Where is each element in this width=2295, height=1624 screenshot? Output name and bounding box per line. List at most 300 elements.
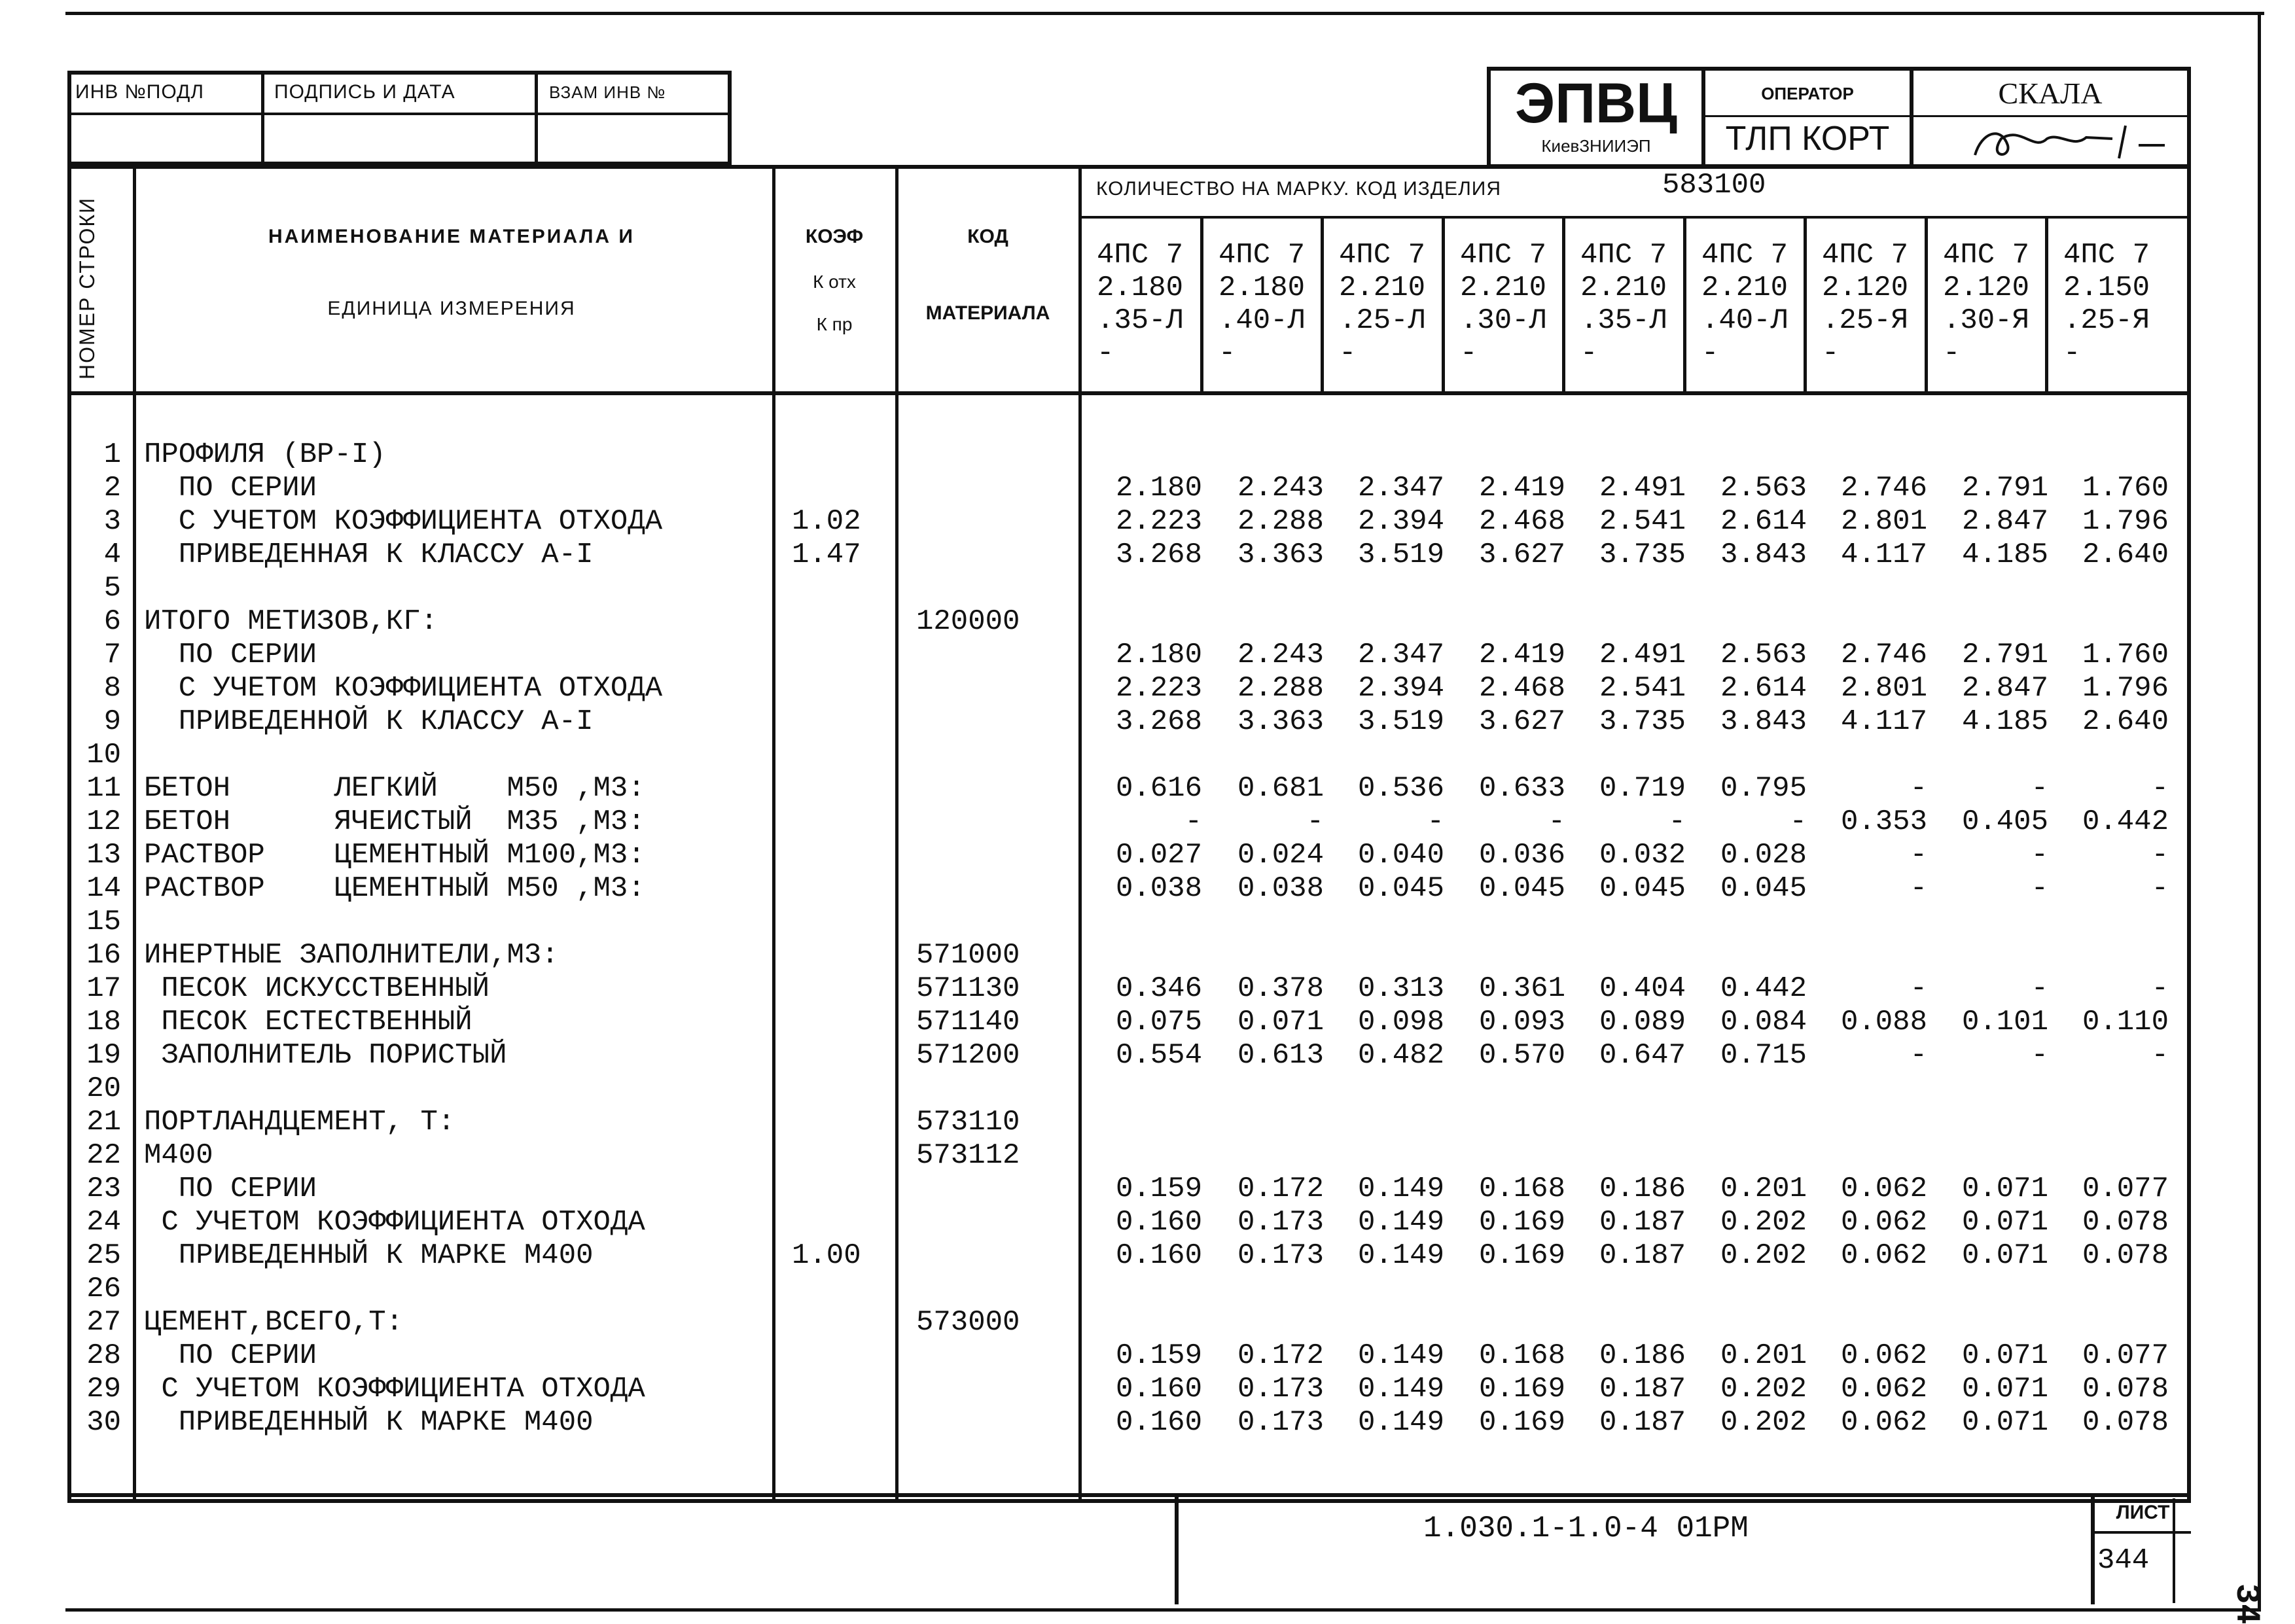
row-value: 0.201 bbox=[1720, 1339, 1807, 1372]
row-name: С УЧЕТОМ КОЭФФИЦИЕНТА ОТХОДА bbox=[144, 1206, 645, 1239]
product-column-header-line: - bbox=[1219, 337, 1236, 370]
row-value: 0.149 bbox=[1357, 1373, 1444, 1405]
product-column-header bbox=[1219, 239, 1305, 389]
qty-header-line bbox=[1078, 216, 2191, 219]
row-number: 12 bbox=[86, 805, 121, 838]
row-value: 0.071 bbox=[1961, 1406, 2048, 1439]
row-value: 0.078 bbox=[2082, 1206, 2169, 1239]
row-name: ИТОГО МЕТИЗОВ,КГ: bbox=[144, 605, 438, 638]
row-value: 3.735 bbox=[1599, 538, 1686, 571]
row-number: 24 bbox=[86, 1206, 121, 1239]
row-number: 2 bbox=[103, 472, 121, 504]
product-column-header-line: .25-Л bbox=[1339, 304, 1426, 337]
row-value: 0.062 bbox=[1840, 1173, 1927, 1205]
code-header-line1: КОД bbox=[967, 226, 1008, 247]
row-name: ПРИВЕДЕННАЯ К КЛАССУ А-I bbox=[144, 538, 594, 571]
row-value: 2.288 bbox=[1237, 672, 1324, 705]
product-column-header-line: .35-Л bbox=[1097, 304, 1184, 337]
row-value: 0.159 bbox=[1115, 1339, 1202, 1372]
row-name: ПО СЕРИИ bbox=[144, 472, 317, 504]
row-value: 2.563 bbox=[1720, 472, 1807, 504]
row-value: 2.746 bbox=[1840, 639, 1927, 671]
product-column-header-line: 2.120 bbox=[1822, 272, 1909, 304]
bottom-frame-line bbox=[65, 1608, 2261, 1612]
product-column-header-line: .40-Л bbox=[1701, 304, 1788, 337]
product-column-header bbox=[1097, 239, 1183, 389]
row-coefficient: 1.02 bbox=[792, 505, 861, 538]
row-name: С УЧЕТОМ КОЭФФИЦИЕНТА ОТХОДА bbox=[144, 505, 663, 538]
product-column-header-line: 4ПС 7 bbox=[1580, 239, 1667, 272]
row-value: 0.173 bbox=[1237, 1239, 1324, 1272]
row-value: 2.746 bbox=[1840, 472, 1927, 504]
row-number: 4 bbox=[103, 538, 121, 571]
row-value: 1.796 bbox=[2082, 672, 2169, 705]
row-value: - bbox=[2151, 1039, 2169, 1072]
row-value: 0.616 bbox=[1115, 772, 1202, 805]
product-column-header-line: 4ПС 7 bbox=[1339, 239, 1426, 272]
row-value: 2.640 bbox=[2082, 538, 2169, 571]
row-value: 0.071 bbox=[1961, 1173, 2048, 1205]
row-value: 0.038 bbox=[1237, 872, 1324, 905]
row-value: 0.089 bbox=[1599, 1006, 1686, 1038]
row-value: 0.062 bbox=[1840, 1239, 1927, 1272]
product-column-header-line: 2.210 bbox=[1460, 272, 1547, 304]
row-value: 0.169 bbox=[1478, 1406, 1565, 1439]
row-material-code: 571200 bbox=[916, 1039, 1020, 1072]
row-value: 0.202 bbox=[1720, 1406, 1807, 1439]
row-name: ПО СЕРИИ bbox=[144, 639, 317, 671]
row-value: 2.288 bbox=[1237, 505, 1324, 538]
row-value: 0.442 bbox=[2082, 805, 2169, 838]
row-value: 0.078 bbox=[2082, 1239, 2169, 1272]
product-column-header-line: 2.210 bbox=[1580, 272, 1667, 304]
product-column-header-line: 4ПС 7 bbox=[1460, 239, 1547, 272]
row-value: 4.117 bbox=[1840, 538, 1927, 571]
product-column-header-line: .30-Л bbox=[1460, 304, 1547, 337]
row-name: С УЧЕТОМ КОЭФФИЦИЕНТА ОТХОДА bbox=[144, 672, 663, 705]
product-column-header-line: - bbox=[1701, 337, 1719, 370]
row-value: 2.614 bbox=[1720, 672, 1807, 705]
row-coefficient: 1.00 bbox=[792, 1239, 861, 1272]
stamp-vzam-inv: ВЗАМ ИНВ № bbox=[549, 82, 666, 102]
product-column-header-line: 2.120 bbox=[1943, 272, 2030, 304]
row-name: ПРИВЕДЕННЫЙ К МАРКЕ М400 bbox=[144, 1239, 594, 1272]
product-column-header bbox=[1943, 239, 2029, 389]
row-value: 0.173 bbox=[1237, 1206, 1324, 1239]
product-column-header-line: 4ПС 7 bbox=[1701, 239, 1788, 272]
row-value: - bbox=[1910, 872, 1927, 905]
row-value: - bbox=[1910, 972, 1927, 1005]
row-value: 0.045 bbox=[1478, 872, 1565, 905]
row-value: 2.223 bbox=[1115, 672, 1202, 705]
row-value: 0.187 bbox=[1599, 1373, 1686, 1405]
row-value: 2.640 bbox=[2082, 705, 2169, 738]
row-name: ПРИВЕДЕННОЙ К КЛАССУ А-I bbox=[144, 705, 594, 738]
row-value: 2.223 bbox=[1115, 505, 1202, 538]
row-value: 0.172 bbox=[1237, 1173, 1324, 1205]
row-value: 0.361 bbox=[1478, 972, 1565, 1005]
row-value: 0.719 bbox=[1599, 772, 1686, 805]
row-value: 0.681 bbox=[1237, 772, 1324, 805]
row-value: 4.185 bbox=[1961, 538, 2048, 571]
product-column-header-line: 2.150 bbox=[2063, 272, 2150, 304]
product-column-header-line: - bbox=[1943, 337, 1961, 370]
product-code: 583100 bbox=[1662, 169, 1766, 202]
row-material-code: 573000 bbox=[916, 1306, 1020, 1339]
row-value: 0.169 bbox=[1478, 1239, 1565, 1272]
row-value: 0.187 bbox=[1599, 1406, 1686, 1439]
row-value: 2.180 bbox=[1115, 639, 1202, 671]
row-value: - bbox=[1548, 805, 1565, 838]
row-value: 0.570 bbox=[1478, 1039, 1565, 1072]
product-column-header-line: - bbox=[1339, 337, 1357, 370]
product-column-header-line: 2.210 bbox=[1339, 272, 1426, 304]
row-value: - bbox=[2151, 839, 2169, 872]
row-value: 0.088 bbox=[1840, 1006, 1927, 1038]
row-value: 0.169 bbox=[1478, 1206, 1565, 1239]
row-name: ПРОФИЛЯ (ВР-I) bbox=[144, 438, 386, 471]
qty-header-label: КОЛИЧЕСТВО НА МАРКУ. КОД ИЗДЕЛИЯ bbox=[1096, 178, 1502, 200]
row-value: 2.541 bbox=[1599, 672, 1686, 705]
row-value: 3.627 bbox=[1478, 538, 1565, 571]
row-value: 0.313 bbox=[1357, 972, 1444, 1005]
row-value: 2.614 bbox=[1720, 505, 1807, 538]
row-value: 3.735 bbox=[1599, 705, 1686, 738]
row-value: 0.110 bbox=[2082, 1006, 2169, 1038]
row-value: 0.647 bbox=[1599, 1039, 1686, 1072]
sheet-label: ЛИСТ bbox=[2116, 1502, 2170, 1523]
product-column-header-line: .25-Я bbox=[2063, 304, 2150, 337]
row-number: 23 bbox=[86, 1173, 121, 1205]
document-code: 1.030.1-1.0-4 01РМ bbox=[1423, 1511, 1749, 1545]
row-value: 0.201 bbox=[1720, 1173, 1807, 1205]
row-value: 3.363 bbox=[1237, 538, 1324, 571]
product-column-header bbox=[2063, 239, 2150, 389]
row-number: 27 bbox=[86, 1306, 121, 1339]
row-value: 0.078 bbox=[2082, 1406, 2169, 1439]
row-value: - bbox=[1910, 772, 1927, 805]
stamp-inv-podl: ИНВ №ПОДЛ bbox=[75, 81, 204, 103]
row-value: 3.519 bbox=[1357, 538, 1444, 571]
row-value: 0.186 bbox=[1599, 1173, 1686, 1205]
col-line-name bbox=[772, 165, 775, 1500]
row-value: 0.187 bbox=[1599, 1206, 1686, 1239]
row-coefficient: 1.47 bbox=[792, 538, 861, 571]
row-value: 0.159 bbox=[1115, 1173, 1202, 1205]
row-value: 3.843 bbox=[1720, 705, 1807, 738]
row-number: 1 bbox=[103, 438, 121, 471]
signature-mark bbox=[1962, 119, 2171, 164]
row-number: 20 bbox=[86, 1072, 121, 1105]
row-value: 0.024 bbox=[1237, 839, 1324, 872]
row-number: 30 bbox=[86, 1406, 121, 1439]
row-value: 0.149 bbox=[1357, 1406, 1444, 1439]
row-value: - bbox=[1910, 1039, 1927, 1072]
row-value: 0.028 bbox=[1720, 839, 1807, 872]
row-number: 11 bbox=[86, 772, 121, 805]
row-value: 2.394 bbox=[1357, 505, 1444, 538]
row-value: - bbox=[1789, 805, 1807, 838]
row-name: ПРИВЕДЕННЫЙ К МАРКЕ М400 bbox=[144, 1406, 594, 1439]
row-value: 2.541 bbox=[1599, 505, 1686, 538]
row-value: - bbox=[2031, 772, 2048, 805]
row-value: 0.077 bbox=[2082, 1339, 2169, 1372]
product-column-header-line: 4ПС 7 bbox=[1943, 239, 2030, 272]
row-value: 0.482 bbox=[1357, 1039, 1444, 1072]
row-value: - bbox=[2151, 972, 2169, 1005]
row-material-code: 571130 bbox=[916, 972, 1020, 1005]
row-value: 2.847 bbox=[1961, 672, 2048, 705]
row-name: С УЧЕТОМ КОЭФФИЦИЕНТА ОТХОДА bbox=[144, 1373, 645, 1405]
product-column-header bbox=[1822, 239, 1908, 389]
footer-top-line bbox=[67, 1493, 2191, 1497]
row-value: 2.419 bbox=[1478, 639, 1565, 671]
row-number: 19 bbox=[86, 1039, 121, 1072]
coef-header-line3: К пр bbox=[816, 314, 853, 334]
row-value: 0.038 bbox=[1115, 872, 1202, 905]
row-value: 0.084 bbox=[1720, 1006, 1807, 1038]
coef-header-line2: К отх bbox=[813, 272, 856, 292]
top-frame-line bbox=[65, 12, 2264, 15]
row-name: БЕТОН ЯЧЕИСТЫЙ М35 ,М3: bbox=[144, 805, 645, 838]
row-value: 3.843 bbox=[1720, 538, 1807, 571]
row-number: 6 bbox=[103, 605, 121, 638]
row-value: 0.149 bbox=[1357, 1239, 1444, 1272]
row-value: 3.363 bbox=[1237, 705, 1324, 738]
product-column-header-line: - bbox=[2063, 337, 2081, 370]
row-number: 26 bbox=[86, 1273, 121, 1305]
row-value: 2.491 bbox=[1599, 639, 1686, 671]
product-column-header-line: 2.180 bbox=[1097, 272, 1184, 304]
row-name: ЗАПОЛНИТЕЛЬ ПОРИСТЫЙ bbox=[144, 1039, 507, 1072]
product-column-header-line: .35-Л bbox=[1580, 304, 1667, 337]
row-value: 0.071 bbox=[1961, 1339, 2048, 1372]
row-name: РАСТВОР ЦЕМЕНТНЫЙ М100,М3: bbox=[144, 839, 645, 872]
row-value: 0.062 bbox=[1840, 1406, 1927, 1439]
product-column-header-line: .25-Я bbox=[1822, 304, 1909, 337]
row-value: 2.419 bbox=[1478, 472, 1565, 504]
row-number: 3 bbox=[103, 505, 121, 538]
header-bottom-line bbox=[67, 391, 2191, 395]
product-column-header-line: 2.210 bbox=[1701, 272, 1788, 304]
row-value: - bbox=[2151, 872, 2169, 905]
row-value: 2.847 bbox=[1961, 505, 2048, 538]
row-value: 0.071 bbox=[1961, 1206, 2048, 1239]
row-value: 3.268 bbox=[1115, 705, 1202, 738]
row-number: 28 bbox=[86, 1339, 121, 1372]
product-column-header bbox=[1460, 239, 1546, 389]
row-value: 0.404 bbox=[1599, 972, 1686, 1005]
row-value: 2.563 bbox=[1720, 639, 1807, 671]
row-value: 2.468 bbox=[1478, 505, 1565, 538]
row-value: 0.032 bbox=[1599, 839, 1686, 872]
row-value: 3.268 bbox=[1115, 538, 1202, 571]
row-value: 0.187 bbox=[1599, 1239, 1686, 1272]
row-value: 0.169 bbox=[1478, 1373, 1565, 1405]
product-column-header-line: 4ПС 7 bbox=[1097, 239, 1184, 272]
row-number: 17 bbox=[86, 972, 121, 1005]
row-name: РАСТВОР ЦЕМЕНТНЫЙ М50 ,М3: bbox=[144, 872, 645, 905]
org-name: ЭПВЦ bbox=[1515, 72, 1677, 135]
row-number: 16 bbox=[86, 939, 121, 972]
row-value: 0.160 bbox=[1115, 1239, 1202, 1272]
row-value: 0.045 bbox=[1357, 872, 1444, 905]
row-value: 2.801 bbox=[1840, 505, 1927, 538]
operator-label: ОПЕРАТОР bbox=[1761, 84, 1854, 103]
row-value: 0.078 bbox=[2082, 1373, 2169, 1405]
row-value: 0.075 bbox=[1115, 1006, 1202, 1038]
row-value: 0.536 bbox=[1357, 772, 1444, 805]
product-column-header-line: 2.180 bbox=[1219, 272, 1306, 304]
row-value: 0.168 bbox=[1478, 1339, 1565, 1372]
row-value: 2.347 bbox=[1357, 639, 1444, 671]
product-column-header-line: - bbox=[1460, 337, 1478, 370]
row-name: ПО СЕРИИ bbox=[144, 1339, 317, 1372]
row-number: 8 bbox=[103, 672, 121, 705]
row-value: 4.185 bbox=[1961, 705, 2048, 738]
row-name: ПЕСОК ИСКУССТВЕННЫЙ bbox=[144, 972, 490, 1005]
footer-divider bbox=[1175, 1493, 1179, 1604]
row-value: 0.202 bbox=[1720, 1373, 1807, 1405]
row-name: М400 bbox=[144, 1139, 213, 1172]
row-number: 22 bbox=[86, 1139, 121, 1172]
row-number: 10 bbox=[86, 739, 121, 771]
product-column-header-line: .40-Л bbox=[1219, 304, 1306, 337]
row-value: 0.101 bbox=[1961, 1006, 2048, 1038]
row-value: 2.791 bbox=[1961, 472, 2048, 504]
product-column-header-line: .30-Я bbox=[1943, 304, 2030, 337]
row-value: - bbox=[1306, 805, 1324, 838]
product-column-header-line: - bbox=[1822, 337, 1840, 370]
row-value: 2.791 bbox=[1961, 639, 2048, 671]
row-number: 13 bbox=[86, 839, 121, 872]
skala-label: СКАЛА bbox=[1998, 77, 2103, 110]
row-value: 0.173 bbox=[1237, 1406, 1324, 1439]
org-subname: КиевЗНИИЭП bbox=[1541, 136, 1651, 156]
row-value: 2.180 bbox=[1115, 472, 1202, 504]
row-name: ПЕСОК ЕСТЕСТВЕННЫЙ bbox=[144, 1006, 472, 1038]
product-column-header-line: 4ПС 7 bbox=[1219, 239, 1306, 272]
row-number-header: НОМЕР СТРОКИ bbox=[75, 197, 99, 380]
product-column-header-line: - bbox=[1580, 337, 1598, 370]
row-value: 0.077 bbox=[2082, 1173, 2169, 1205]
row-value: - bbox=[1427, 805, 1444, 838]
row-number: 7 bbox=[103, 639, 121, 671]
row-value: - bbox=[1910, 839, 1927, 872]
row-number: 25 bbox=[86, 1239, 121, 1272]
row-value: 0.795 bbox=[1720, 772, 1807, 805]
row-value: 0.633 bbox=[1478, 772, 1565, 805]
row-value: - bbox=[1668, 805, 1686, 838]
row-value: 0.173 bbox=[1237, 1373, 1324, 1405]
row-value: 0.613 bbox=[1237, 1039, 1324, 1072]
product-column-header-line: 4ПС 7 bbox=[2063, 239, 2150, 272]
row-value: 0.098 bbox=[1357, 1006, 1444, 1038]
stamp-block bbox=[67, 71, 732, 166]
code-header-line2: МАТЕРИАЛА bbox=[925, 302, 1050, 324]
product-column-header bbox=[1701, 239, 1788, 389]
row-value: - bbox=[2031, 872, 2048, 905]
row-number: 9 bbox=[103, 705, 121, 738]
product-column-header-line: - bbox=[1097, 337, 1114, 370]
row-value: 4.117 bbox=[1840, 705, 1927, 738]
coef-header-line1: КОЭФ bbox=[805, 226, 864, 247]
row-name: БЕТОН ЛЕГКИЙ М50 ,М3: bbox=[144, 772, 645, 805]
col-line-coef bbox=[895, 165, 898, 1500]
row-value: 0.071 bbox=[1237, 1006, 1324, 1038]
row-value: 0.040 bbox=[1357, 839, 1444, 872]
row-value: 0.071 bbox=[1961, 1373, 2048, 1405]
row-value: 0.378 bbox=[1237, 972, 1324, 1005]
row-value: 0.062 bbox=[1840, 1373, 1927, 1405]
row-number: 29 bbox=[86, 1373, 121, 1405]
row-value: 0.202 bbox=[1720, 1239, 1807, 1272]
row-name: ИНЕРТНЫЕ ЗАПОЛНИТЕЛИ,М3: bbox=[144, 939, 559, 972]
row-name: ПО СЕРИИ bbox=[144, 1173, 317, 1205]
row-value: 2.394 bbox=[1357, 672, 1444, 705]
row-value: 3.627 bbox=[1478, 705, 1565, 738]
row-number: 14 bbox=[86, 872, 121, 905]
row-material-code: 573110 bbox=[916, 1106, 1020, 1139]
row-value: 0.405 bbox=[1961, 805, 2048, 838]
product-column-header bbox=[1580, 239, 1667, 389]
row-value: 0.149 bbox=[1357, 1173, 1444, 1205]
operator-value: ТЛП КОРТ bbox=[1725, 120, 1890, 158]
row-value: - bbox=[2031, 839, 2048, 872]
name-header-line1: НАИМЕНОВАНИЕ МАТЕРИАЛА И bbox=[268, 226, 635, 247]
row-value: 0.149 bbox=[1357, 1206, 1444, 1239]
row-value: 2.468 bbox=[1478, 672, 1565, 705]
row-value: 2.347 bbox=[1357, 472, 1444, 504]
row-value: 0.202 bbox=[1720, 1206, 1807, 1239]
row-value: 0.149 bbox=[1357, 1339, 1444, 1372]
row-value: - bbox=[1184, 805, 1202, 838]
row-name: ЦЕМЕНТ,ВСЕГО,Т: bbox=[144, 1306, 404, 1339]
row-value: 1.760 bbox=[2082, 639, 2169, 671]
row-value: 0.036 bbox=[1478, 839, 1565, 872]
row-value: 0.093 bbox=[1478, 1006, 1565, 1038]
row-number: 5 bbox=[103, 572, 121, 605]
row-value: 2.243 bbox=[1237, 639, 1324, 671]
title-block bbox=[1487, 67, 2191, 168]
row-value: 0.045 bbox=[1720, 872, 1807, 905]
row-value: 0.160 bbox=[1115, 1406, 1202, 1439]
row-material-code: 573112 bbox=[916, 1139, 1020, 1172]
row-value: 2.243 bbox=[1237, 472, 1324, 504]
row-value: 1.796 bbox=[2082, 505, 2169, 538]
row-name: ПОРТЛАНДЦЕМЕНТ, Т: bbox=[144, 1106, 455, 1139]
row-value: - bbox=[2151, 772, 2169, 805]
row-number: 18 bbox=[86, 1006, 121, 1038]
row-material-code: 571000 bbox=[916, 939, 1020, 972]
col-line-rownum bbox=[133, 165, 136, 1500]
row-value: 0.062 bbox=[1840, 1206, 1927, 1239]
row-value: 0.168 bbox=[1478, 1173, 1565, 1205]
row-value: 2.801 bbox=[1840, 672, 1927, 705]
row-value: 2.491 bbox=[1599, 472, 1686, 504]
row-value: 0.160 bbox=[1115, 1206, 1202, 1239]
row-value: 0.554 bbox=[1115, 1039, 1202, 1072]
row-value: 0.071 bbox=[1961, 1239, 2048, 1272]
row-value: 0.715 bbox=[1720, 1039, 1807, 1072]
row-value: 0.186 bbox=[1599, 1339, 1686, 1372]
row-value: 0.045 bbox=[1599, 872, 1686, 905]
row-value: 1.760 bbox=[2082, 472, 2169, 504]
row-value: 0.353 bbox=[1840, 805, 1927, 838]
margin-page-number: 34 bbox=[2227, 1583, 2266, 1624]
row-value: 0.346 bbox=[1115, 972, 1202, 1005]
row-material-code: 120000 bbox=[916, 605, 1020, 638]
